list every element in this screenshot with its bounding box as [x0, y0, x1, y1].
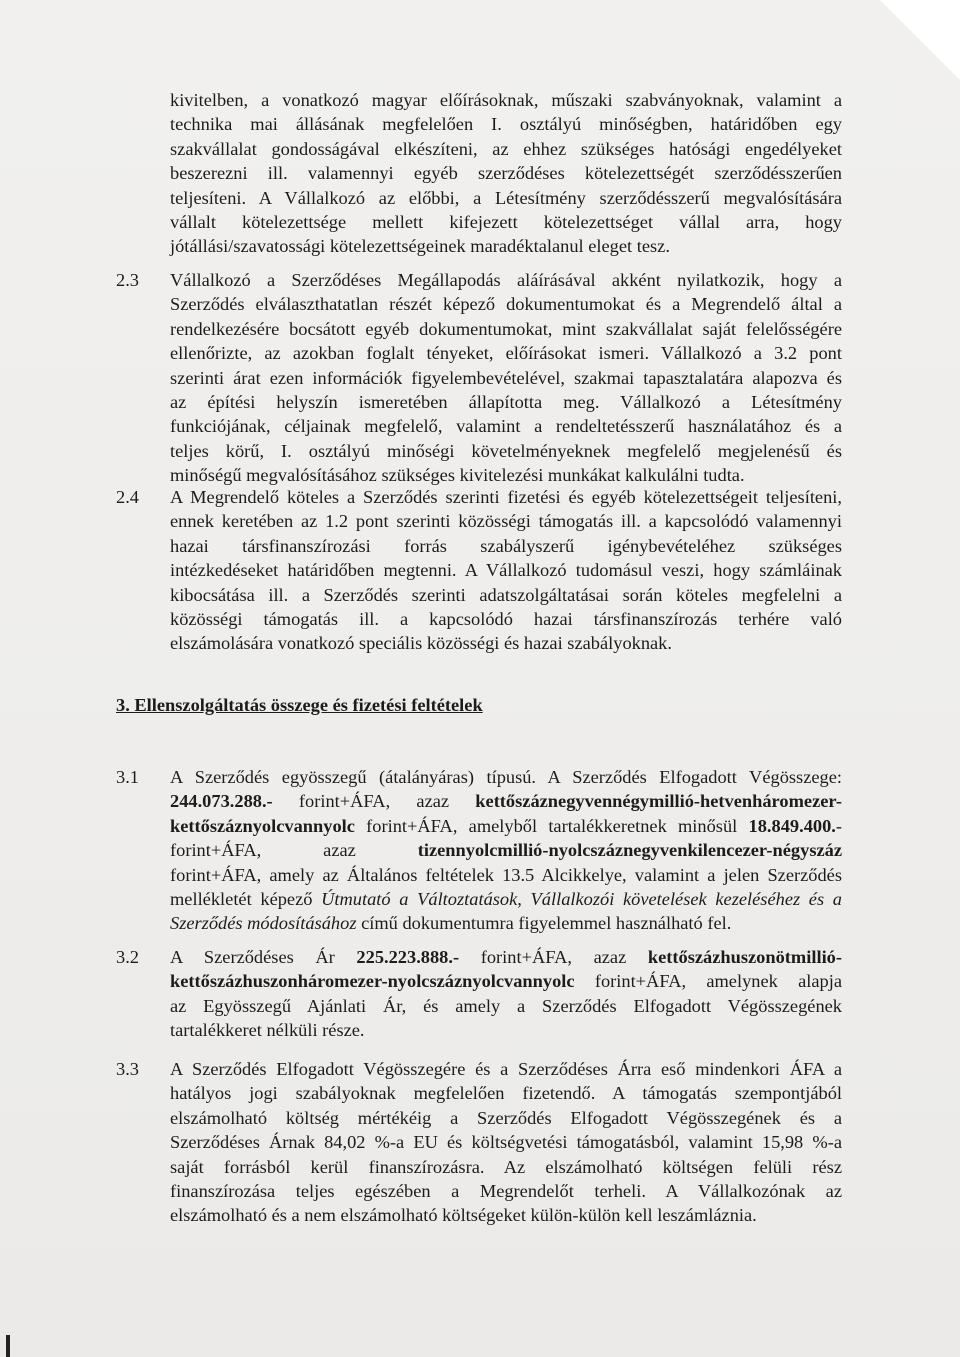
scan-edge-mark [6, 1335, 10, 1357]
text-line: elszámolható és a nem elszámolható költségeket külön-külön kell leszámláznia. [170, 1205, 757, 1226]
amount-words: kettőszáznegyvennégymillió-hetvenháromezer- [475, 791, 842, 812]
text-line: saját forrásból kerül finanszírozásra. Az elszámolható költségen felüli rész [170, 1156, 842, 1177]
text-line: A Szerződés egyösszegű (átalányáras) típusú. A Szerződés Elfogadott Végösszege: [170, 767, 842, 787]
section-2-3-paragraph [170, 268, 842, 488]
text-line: rendelkezésére bocsátott egyéb dokumentumokat, mint szakvállalat saját felelősségére [170, 318, 842, 339]
text-line: elszámolható költség mértékéig a Szerződés Elfogadott Végösszegének és a [170, 1107, 842, 1128]
section-number-2-4: 2.4 [116, 487, 139, 507]
amount-contract-price: 225.223.888.- [356, 947, 460, 967]
text-line: tartalékkeret nélküli része. [170, 1020, 365, 1041]
text-line: mellékletét képező Útmutató a Változtatások, Vállalkozói követelések kezeléséhez és a [170, 889, 842, 910]
page-corner-fold [880, 0, 960, 80]
section-3-2-paragraph [170, 945, 842, 1043]
text-line: A Szerződés Elfogadott Végösszegére és a Szerződéses Árra eső mindenkori ÁFA a [170, 1059, 842, 1079]
text-line: 244.073.288.- forint+ÁFA, azaz kettőszáznegyvennégymillió-hetvenháromezer- [170, 791, 842, 812]
section-heading-3: 3. Ellenszolgáltatás összege és fizetési feltételek [116, 695, 483, 715]
text-line: elszámolására vonatkozó speciális közösségi és hazai szabályoknak. [170, 633, 672, 654]
amount-words: kettőszázhuszonháromezer-nyolcszáznyolcvannyolc [170, 971, 575, 992]
document-title: Útmutató a Változtatások, Vállalkozói követelések kezeléséhez és a [321, 889, 842, 910]
text-line: beszerezni ill. valamennyi egyéb szerződéses kötelezettségét szerződésszerűen [170, 163, 842, 184]
text-line: Szerződés módosításához című dokumentumra figyelemmel használható fel. [170, 913, 732, 934]
amount-words: tizennyolcmillió-nyolcszáznegyvenkilencezer-négyszáz [417, 840, 842, 861]
section-number-2-3: 2.3 [116, 270, 139, 290]
text-line: technika mai állásának megfelelően I. osztályú minőségben, határidőben egy [170, 114, 842, 135]
text-line: jótállási/szavatossági kötelezettségeinek maradéktalanul eleget tesz. [170, 236, 670, 257]
text-line: Vállalkozó a Szerződéses Megállapodás aláírásával akként nyilatkozik, hogy a [170, 270, 842, 290]
section-number-3-3: 3.3 [116, 1059, 139, 1079]
text-line: hatályos jogi szabályoknak megfelelően fizetendő. A támogatás szempontjából [170, 1083, 842, 1104]
text-line: hazai társfinanszírozási forrás szabályszerű igénybevételéhez szükséges [170, 535, 842, 556]
text-line: közösségi támogatás ill. a kapcsolódó hazai társfinanszírozás terhére való [170, 609, 842, 630]
text-line: intézkedéseket határidőben megtenni. A Vállalkozó tudomásul veszi, hogy számláinak [170, 560, 842, 581]
text-line: kivitelben, a vonatkozó magyar előírásoknak, műszaki szabványoknak, valamint a [170, 90, 842, 110]
text-line: kettőszázhuszonháromezer-nyolcszáznyolcvannyolc forint+ÁFA, amelynek alapja [170, 971, 842, 992]
intro-paragraph [170, 88, 842, 259]
text-line: teljes körű, I. osztályú minőségi követelményeknek megfelelő megjelenésű és [170, 440, 842, 461]
text-line: az építési helyszín ismeretében állapította meg. Vállalkozó a Létesítmény [170, 392, 842, 413]
text-line: ellenőrizte, az azokban foglalt tényeket, előírásokat ismeri. Vállalkozó a 3.2 pont [170, 343, 842, 364]
amount-reserve: 18.849.400. [748, 815, 836, 836]
section-3-3-paragraph [170, 1057, 842, 1228]
text-line: szakvállalat gondosságával elkészíteni, az ehhez szükséges hatósági engedélyeket [170, 138, 842, 159]
text-line: kibocsátása ill. a Szerződés szerinti adatszolgáltatásai során köteles megfelelni a [170, 584, 842, 605]
text-line: A Megrendelő köteles a Szerződés szerinti fizetési és egyéb kötelezettségeit teljesíteni, [170, 487, 842, 507]
amount-words: kettőszáznyolcvannyolc [170, 815, 355, 836]
section-2-4-paragraph [170, 485, 842, 656]
text-line: vállalt kötelezettsége mellett kifejezett kötelezettséget vállal arra, hogy [170, 212, 842, 233]
text-line: ennek keretében az 1.2 pont szerinti közösségi támogatás ill. a kapcsolódó valamennyi [170, 511, 842, 532]
amount-words: kettőszázhuszonötmillió- [647, 947, 842, 967]
text-line: forint+ÁFA, amely az Általános feltételek 13.5 Alcikkelye, valamint a jelen Szerződés [170, 864, 842, 885]
text-line: forint+ÁFA, azaz tizennyolcmillió-nyolcszáznegyvenkilencezer-négyszáz [170, 840, 842, 861]
section-number-3-2: 3.2 [116, 947, 139, 967]
text-line: finanszírozása teljes egészében a Megrendelőt terheli. A Vállalkozónak az [170, 1181, 842, 1202]
text-line: Szerződéses Árnak 84,02 %-a EU és költségvetési támogatásból, valamint 15,98 %-a [170, 1132, 842, 1153]
amount-total: 244.073.288.- [170, 791, 273, 812]
text-line: minőségű megvalósításához szükséges kivitelezési munkákat kalkulálni tudta. [170, 465, 745, 486]
text-line: Szerződés elválaszthatatlan részét képező dokumentumokat és a Megrendelő által a [170, 294, 842, 315]
text-line: kettőszáznyolcvannyolc forint+ÁFA, amelyből tartalékkeretnek minősül 18.849.400.- [170, 815, 842, 836]
text-line: funkciójának, céljainak megfelelő, valamint a rendeltetésszerű használatához és a [170, 416, 842, 437]
text-line: az Egyösszegű Ajánlati Ár, és amely a Szerződés Elfogadott Végösszegének [170, 995, 842, 1016]
text-line: teljesíteni. A Vállalkozó az előbbi, a Létesítmény szerződésszerű megvalósítására [170, 187, 842, 208]
document-title: Szerződés módosításához [170, 913, 357, 934]
section-3-1-paragraph [170, 765, 842, 936]
text-line: A Szerződéses Ár 225.223.888.- forint+ÁFA, azaz kettőszázhuszonötmillió- [170, 947, 842, 967]
text-line: szerinti árat ezen információk figyelembevételével, szakmai tapasztalatára alapozva és [170, 367, 842, 388]
section-number-3-1: 3.1 [116, 767, 139, 787]
